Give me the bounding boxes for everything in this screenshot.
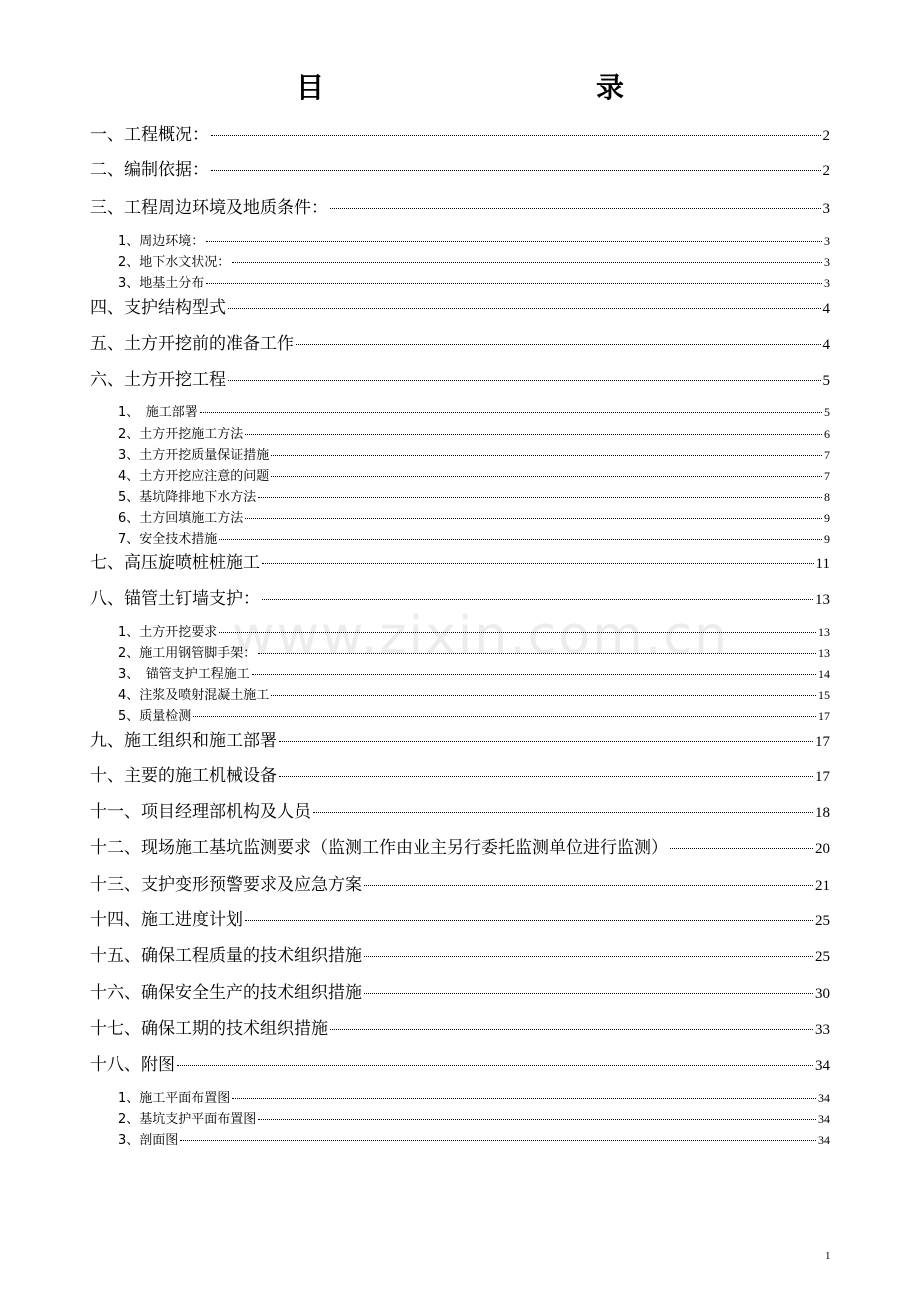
toc-leader-dots: [262, 598, 813, 600]
toc-leader-dots: [271, 694, 816, 696]
toc-page-number: 13: [818, 625, 830, 639]
watermark: www.zixin.com.cn: [232, 606, 729, 666]
toc-entry-label: 2、施工用钢管脚手架：: [118, 646, 257, 661]
toc-subentry[interactable]: [0, 1129, 920, 1148]
toc-page-number: 14: [818, 667, 830, 681]
toc-entry-label: 1、土方开挖要求: [118, 625, 218, 640]
toc-entry-label: 十三、支护变形预警要求及应急方案: [90, 875, 362, 895]
toc-leader-dots: [313, 811, 813, 813]
toc-page-number: 9: [824, 511, 830, 525]
toc-entry-label: 四、支护结构型式: [90, 298, 226, 318]
toc-entry-label: 7、安全技术措施: [118, 532, 218, 547]
toc-entry-label: 三、工程周边环境及地质条件：: [90, 198, 328, 218]
toc-page-number: 34: [818, 1091, 830, 1105]
toc-entry-label: 3、土方开挖质量保证措施: [118, 448, 270, 463]
toc-entry-label: 二、编制依据：: [90, 160, 209, 180]
toc-subentry[interactable]: [0, 401, 920, 420]
toc-page-number: 5: [822, 373, 830, 389]
toc-leader-dots: [211, 169, 821, 171]
toc-entry-label: 1、 施工部署: [118, 405, 198, 420]
toc-subentry[interactable]: [0, 507, 920, 526]
toc-page-number: 21: [815, 878, 830, 894]
toc-entry[interactable]: [0, 1014, 920, 1039]
page-title: 目 录: [295, 71, 696, 104]
toc-subentry[interactable]: [0, 251, 920, 270]
footer-page-number: 1: [825, 1250, 831, 1262]
toc-subentry[interactable]: [0, 230, 920, 249]
toc-page-number: 25: [815, 913, 830, 929]
toc-subentry[interactable]: [0, 684, 920, 703]
toc-leader-dots: [232, 1097, 816, 1099]
toc-page-number: 33: [815, 1022, 830, 1038]
toc-leader-dots: [206, 282, 822, 284]
toc-page-number: 9: [824, 532, 830, 546]
toc-leader-dots: [211, 134, 821, 136]
toc-page-number: 3: [824, 255, 830, 269]
toc-entry[interactable]: [0, 329, 920, 354]
toc-leader-dots: [245, 517, 822, 519]
toc-leader-dots: [279, 775, 813, 777]
toc-leader-dots: [258, 496, 822, 498]
toc-entry-label: 七、高压旋喷桩桩施工: [90, 553, 260, 573]
toc-leader-dots: [271, 454, 822, 456]
toc-entry-label: 六、土方开挖工程: [90, 370, 226, 390]
toc-entry-label: 1、周边环境：: [118, 234, 205, 249]
toc-entry[interactable]: [0, 584, 920, 609]
toc-page-number: 3: [824, 234, 830, 248]
toc-entry-label: 5、质量检测: [118, 709, 192, 724]
toc-subentry[interactable]: [0, 444, 920, 463]
toc-entry[interactable]: [0, 1050, 920, 1075]
toc-page-number: 17: [818, 709, 830, 723]
toc-page-number: 4: [822, 301, 830, 317]
toc-page-number: 3: [824, 276, 830, 290]
toc-entry[interactable]: [0, 193, 920, 218]
toc-entry[interactable]: [0, 905, 920, 930]
toc-entry-label: 2、地下水文状况：: [118, 255, 231, 270]
toc-page-number: 7: [824, 448, 830, 462]
toc-page-number: 15: [818, 688, 830, 702]
toc-page-number: 13: [815, 592, 830, 608]
toc-page-number: 2: [822, 163, 830, 179]
toc-entry-label: 十七、确保工期的技术组织措施: [90, 1019, 328, 1039]
toc-page-number: 34: [815, 1058, 830, 1074]
toc-subentry[interactable]: [0, 528, 920, 547]
toc-leader-dots: [262, 562, 814, 564]
toc-leader-dots: [193, 715, 816, 717]
toc-page-number: 17: [815, 734, 830, 750]
toc-entry[interactable]: [0, 870, 920, 895]
toc-entry[interactable]: [0, 761, 920, 786]
toc-leader-dots: [258, 652, 816, 654]
toc-page-number: 20: [815, 841, 830, 857]
toc-page-number: 3: [822, 201, 830, 217]
toc-entry[interactable]: [0, 978, 920, 1003]
toc-subentry[interactable]: [0, 486, 920, 505]
toc-subentry[interactable]: [0, 1087, 920, 1106]
toc-subentry[interactable]: [0, 272, 920, 291]
toc-page-number: 34: [818, 1112, 830, 1126]
toc-page-number: 34: [818, 1133, 830, 1147]
toc-page-number: 5: [824, 405, 830, 419]
toc-leader-dots: [228, 379, 821, 381]
toc-entry-label: 十、主要的施工机械设备: [90, 766, 277, 786]
toc-entry[interactable]: [0, 155, 920, 180]
toc-leader-dots: [258, 1118, 816, 1120]
toc-entry-label: 十六、确保安全生产的技术组织措施: [90, 983, 362, 1003]
toc-entry[interactable]: [0, 548, 920, 573]
toc-entry-label: 十二、现场施工基坑监测要求（监测工作由业主另行委托监测单位进行监测）: [90, 838, 668, 858]
toc-leader-dots: [330, 207, 821, 209]
toc-entry-label: 6、土方回填施工方法: [118, 511, 244, 526]
toc-page-number: 7: [824, 469, 830, 483]
toc-entry-label: 4、土方开挖应注意的问题: [118, 469, 270, 484]
toc-entry[interactable]: [0, 797, 920, 822]
toc-entry-label: 4、注浆及喷射混凝土施工: [118, 688, 270, 703]
toc-entry-label: 一、工程概况：: [90, 125, 209, 145]
toc-page-number: 17: [815, 769, 830, 785]
toc-entry-label: 十一、项目经理部机构及人员: [90, 802, 311, 822]
toc-page-number: 2: [822, 128, 830, 144]
toc-leader-dots: [219, 538, 822, 540]
toc-leader-dots: [245, 433, 822, 435]
toc-entry[interactable]: [0, 120, 920, 145]
toc-page-number: 11: [815, 556, 830, 572]
toc-subentry[interactable]: [0, 705, 920, 724]
toc-entry-label: 八、锚管土钉墙支护：: [90, 589, 260, 609]
toc-page-number: 4: [822, 337, 830, 353]
toc-subentry[interactable]: [0, 621, 920, 640]
toc-leader-dots: [206, 240, 822, 242]
toc-entry-label: 十五、确保工程质量的技术组织措施: [90, 946, 362, 966]
toc-leader-dots: [219, 631, 816, 633]
toc-entry-label: 2、土方开挖施工方法: [118, 427, 244, 442]
toc-leader-dots: [200, 411, 822, 413]
toc-subentry[interactable]: [0, 663, 920, 682]
toc-leader-dots: [364, 955, 813, 957]
toc-page-number: 8: [824, 490, 830, 504]
toc-entry[interactable]: [0, 941, 920, 966]
toc-subentry[interactable]: [0, 423, 920, 442]
toc-entry-label: 3、 锚管支护工程施工: [118, 667, 250, 682]
toc-page-number: 30: [815, 986, 830, 1002]
toc-page-number: 6: [824, 427, 830, 441]
toc-leader-dots: [177, 1064, 813, 1066]
toc-leader-dots: [232, 261, 822, 263]
toc-page-number: 13: [818, 646, 830, 660]
toc-leader-dots: [271, 475, 822, 477]
toc-entry[interactable]: [0, 833, 920, 858]
toc-entry-label: 十四、施工进度计划: [90, 910, 243, 930]
toc-entry[interactable]: [0, 726, 920, 751]
toc-entry-label: 1、施工平面布置图: [118, 1091, 231, 1106]
toc-entry[interactable]: [0, 293, 920, 318]
toc-leader-dots: [279, 740, 813, 742]
toc-leader-dots: [364, 884, 813, 886]
toc-leader-dots: [330, 1028, 813, 1030]
toc-leader-dots: [364, 992, 813, 994]
toc-entry[interactable]: [0, 365, 920, 390]
toc-subentry[interactable]: [0, 642, 920, 661]
toc-entry-label: 十八、附图: [90, 1055, 175, 1075]
toc-subentry[interactable]: [0, 465, 920, 484]
toc-leader-dots: [245, 919, 813, 921]
toc-entry-label: 五、土方开挖前的准备工作: [90, 334, 294, 354]
toc-entry-label: 3、地基土分布: [118, 276, 205, 291]
toc-entry-label: 九、施工组织和施工部署: [90, 731, 277, 751]
toc-entry-label: 2、基坑支护平面布置图: [118, 1112, 257, 1127]
toc-leader-dots: [252, 673, 816, 675]
toc-leader-dots: [228, 307, 821, 309]
toc-entry-label: 3、剖面图: [118, 1133, 179, 1148]
toc-entry-label: 5、基坑降排地下水方法: [118, 490, 257, 505]
toc-subentry[interactable]: [0, 1108, 920, 1127]
toc-page-number: 18: [815, 805, 830, 821]
toc-leader-dots: [670, 847, 813, 849]
toc-page-number: 25: [815, 949, 830, 965]
toc-leader-dots: [296, 343, 821, 345]
toc-leader-dots: [180, 1139, 816, 1141]
